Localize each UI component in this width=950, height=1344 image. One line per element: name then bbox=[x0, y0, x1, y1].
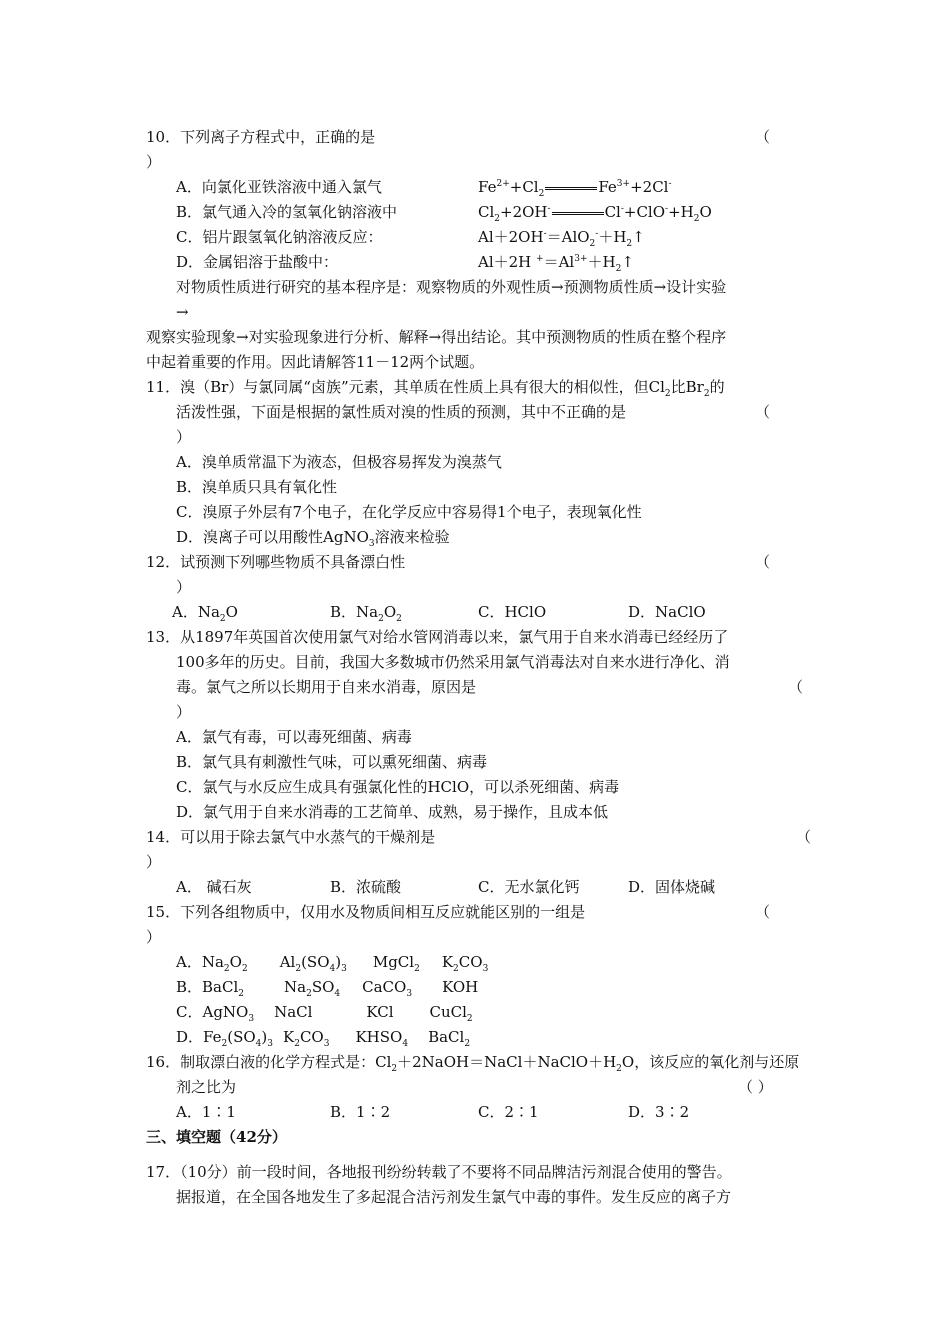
q16-option-d: D．3∶2 bbox=[628, 1103, 690, 1121]
q16-paren: （ ） bbox=[738, 1078, 773, 1096]
q13-stem-line-3: 毒。氯气之所以长期用于自来水消毒，原因是 bbox=[176, 678, 477, 696]
q15-paren-close: ） bbox=[146, 928, 162, 946]
q11-stem-line-2: 活泼性强，下面是根据的氯性质对溴的性质的预测，其中不正确的是 bbox=[176, 403, 627, 421]
q10-option-d: D．金属铝溶于盐酸中： bbox=[176, 253, 339, 271]
intro-line-1: 对物质性质进行研究的基本程序是：观察物质的外观性质→预测物质性质→设计实验 bbox=[176, 278, 727, 296]
q11-stem-line-1: 11．溴（Br）与氯同属“卤族”元素，其单质在性质上具有很大的相似性，但$Cl_2$比$Br_2$的 bbox=[146, 378, 725, 399]
q11-paren-open: （ bbox=[755, 403, 771, 421]
q16-option-b: B．1∶2 bbox=[330, 1103, 391, 1121]
q11-option-d: D．溴离子可以用酸性AgNO$_3$溶液来检验 bbox=[176, 528, 450, 549]
q11-option-a: A．溴单质常温下为液态，但极容易挥发为溴蒸气 bbox=[176, 453, 502, 471]
q13-option-a: A．氯气有毒，可以毒死细菌、病毒 bbox=[176, 728, 412, 746]
q10-option-b: B．氯气通入冷的氢氧化钠溶液中 bbox=[176, 203, 398, 221]
q14-option-c: C．无水氯化钙 bbox=[478, 878, 580, 896]
q14-option-d: D．固体烧碱 bbox=[628, 878, 716, 896]
q10-option-c: C．铝片跟氢氧化钠溶液反应： bbox=[176, 228, 383, 246]
intro-line-2: 观察实验现象→对实验现象进行分析、解释→得出结论。其中预测物质的性质在整个程序 bbox=[146, 328, 727, 346]
q12-option-b: B．$Na_2O_2$ bbox=[330, 603, 402, 624]
intro-line-1-arrow: → bbox=[176, 303, 189, 321]
q11-option-b: B．溴单质只具有氧化性 bbox=[176, 478, 338, 496]
q12-stem: 12．试预测下列哪些物质不具备漂白性 bbox=[146, 553, 406, 571]
q15-option-d: D．$Fe_2(SO_4)_3$ $K_2CO_3$ $KHSO_4$ BaCl$_2$ bbox=[176, 1028, 471, 1049]
q12-option-c: C．HClO bbox=[478, 603, 547, 621]
q14-paren-close: ） bbox=[146, 853, 162, 871]
q12-option-a: A．$Na_2O$ bbox=[172, 603, 238, 624]
q12-paren-open: （ bbox=[755, 553, 771, 571]
q10-option-c-equation: $Al+2OH^-=AlO_2^-+H_2↑$ bbox=[478, 228, 645, 249]
q13-option-d: D．氯气用于自来水消毒的工艺简单、成熟，易于操作，且成本低 bbox=[176, 803, 609, 821]
q10-paren-open: （ bbox=[755, 128, 771, 146]
q10-option-d-equation: Al＋2H $^+=Al^{3+}+H_2↑$ bbox=[478, 253, 634, 274]
q16-stem-line-1: 16．制取漂白液的化学方程式是：$Cl_2+2NaOH=NaCl+NaClO+H_2O$，该反应的氧化剂与还原 bbox=[146, 1053, 800, 1074]
q15-paren-open: （ bbox=[755, 903, 771, 921]
q13-stem-line-1: 13．从1897年英国首次使用氯气对给水管网消毒以来，氯气用于自来水消毒已经经历了 bbox=[146, 628, 729, 646]
q11-paren-close: ） bbox=[176, 428, 192, 446]
q14-option-a: A． 碱石灰 bbox=[176, 878, 252, 896]
q13-stem-line-2: 100多年的历史。目前，我国大多数城市仍然采用氯气消毒法对自来水进行净化、消 bbox=[176, 653, 730, 671]
q12-option-d: D．NaClO bbox=[628, 603, 706, 621]
q15-option-c: C．AgNO$_3$ NaCl KCl CuCl$_2$ bbox=[176, 1003, 473, 1024]
q13-paren-open: （ bbox=[788, 678, 804, 696]
q15-option-b: B．BaCl$_2$ $Na_2SO_4$ CaCO$_3$ KOH bbox=[176, 978, 479, 999]
q10-option-a-equation: $Fe^{2+}+Cl_2$ $Fe^{3+}+2Cl^-$ bbox=[478, 178, 672, 199]
q14-paren-open: （ bbox=[796, 828, 812, 846]
q10-stem: 10．下列离子方程式中，正确的是 bbox=[146, 128, 376, 146]
q17-stem-line-1: 17．（10分）前一段时间，各地报刊纷纷转载了不要将不同品牌洁污剂混合使用的警告。 bbox=[146, 1163, 732, 1181]
q10-option-b-equation: $Cl_2+2OH^-$ $Cl^-+ClO^-+H_2O$ bbox=[478, 203, 712, 224]
q14-stem: 14．可以用于除去氯气中水蒸气的干燥剂是 bbox=[146, 828, 436, 846]
q13-option-c: C．氯气与水反应生成具有强氯化性的HClO，可以杀死细菌、病毒 bbox=[176, 778, 620, 796]
intro-line-3: 中起着重要的作用。因此请解答11－12两个试题。 bbox=[146, 353, 485, 371]
q16-option-a: A．1∶1 bbox=[176, 1103, 236, 1121]
q16-option-c: C．2∶1 bbox=[478, 1103, 539, 1121]
q11-option-c: C．溴原子外层有7个电子，在化学反应中容易得1个电子，表现氧化性 bbox=[176, 503, 642, 521]
q15-stem: 15．下列各组物质中，仅用水及物质间相互反应就能区别的一组是 bbox=[146, 903, 586, 921]
section-3-heading: 三、填空题（42分） bbox=[146, 1128, 287, 1146]
q16-stem-line-2: 剂之比为 bbox=[176, 1078, 237, 1096]
q13-paren-close: ） bbox=[176, 703, 192, 721]
q17-stem-line-2: 据报道，在全国各地发生了多起混合洁污剂发生氯气中毒的事件。发生反应的离子方 bbox=[176, 1188, 732, 1206]
q12-paren-close: ） bbox=[176, 578, 192, 596]
q15-option-a: A．$Na_2O_2$ $Al_2(SO_4)_3$ MgCl$_2$ $K_2CO_3$ bbox=[176, 953, 489, 974]
q10-option-a: A．向氯化亚铁溶液中通入氯气 bbox=[176, 178, 382, 196]
q13-option-b: B．氯气具有刺激性气味，可以熏死细菌、病毒 bbox=[176, 753, 488, 771]
q10-paren-close: ） bbox=[146, 153, 162, 171]
q14-option-b: B．浓硫酸 bbox=[330, 878, 402, 896]
